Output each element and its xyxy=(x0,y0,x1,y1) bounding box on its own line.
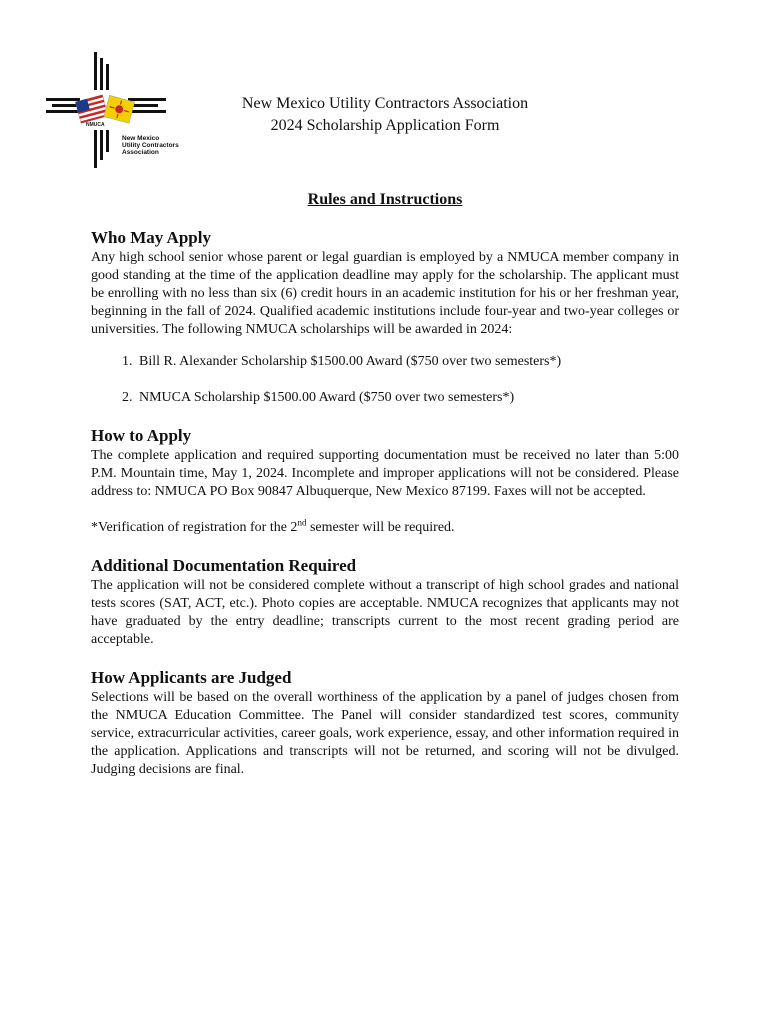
organization-name xyxy=(0,93,770,115)
note-prefix: *Verification of registration for the 2 xyxy=(91,520,298,535)
form-title-text: 2024 Scholarship Application Form xyxy=(270,117,500,134)
section-heading: Additional Documentation Required xyxy=(91,556,357,575)
section-heading: How to Apply xyxy=(91,426,192,445)
svg-text:Utility Contractors: Utility Contractors xyxy=(122,142,179,149)
form-title xyxy=(0,115,770,137)
verification-note xyxy=(91,519,679,537)
note-superscript: nd xyxy=(297,517,307,528)
section-how-to-apply xyxy=(91,425,679,537)
section-body: Any high school senior whose parent or legal guardian is employed by a NMUCA member company in good standing at the time of the application deadline may apply for the scholarship. The applicant must be enrolling with no less than six (6) credit hours in an academic institution for his or her freshman year, beginning in the fall of 2024. Qualified academic institutions include four-year and two-year colleges or universities. The following NMUCA scholarships will be awarded in 2024: xyxy=(91,250,679,337)
section-body: The complete application and required supporting documentation must be received no later than 5:00 P.M. Mountain time, May 1, 2024. Incomplete and improper applications will not be considered. Please address to: NMUCA PO Box 90847 Albuquerque, New Mexico 87199. Faxes will not be accepted. xyxy=(91,448,679,499)
awards-list xyxy=(91,353,679,407)
section-how-judged xyxy=(91,667,679,779)
award-item: 1. Bill R. Alexander Scholarship $1500.00 Award ($750 over two semesters*) xyxy=(136,353,679,371)
svg-text:Association: Association xyxy=(122,149,159,156)
note-suffix: semester will be required. xyxy=(306,520,455,535)
section-body: Selections will be based on the overall worthiness of the application by a panel of judges chosen from the NMUCA Education Committee. The Panel will consider standardized test scores, community service, extracurricular activities, career goals, work experience, essay, and other information required in the application. Applications and transcripts will not be returned, and scoring will not be divulged. Judging decisions are final. xyxy=(91,690,679,777)
section-heading: Who May Apply xyxy=(91,228,211,247)
svg-text:New Mexico: New Mexico xyxy=(122,135,160,142)
section-body: The application will not be considered complete without a transcript of high school grades and national tests scores (SAT, ACT, etc.). Photo copies are acceptable. NMUCA recognizes that applicants may not have graduated by the entry deadline; transcripts current to the most recent grading period are acceptable. xyxy=(91,578,679,647)
document-body xyxy=(91,227,679,779)
rules-title: Rules and Instructions xyxy=(307,191,463,208)
section-additional-documentation xyxy=(91,555,679,649)
award-item: 2. NMUCA Scholarship $1500.00 Award ($750 over two semesters*) xyxy=(136,389,679,407)
section-heading: How Applicants are Judged xyxy=(91,668,292,687)
section-who-may-apply xyxy=(91,227,679,407)
svg-text:NMUCA: NMUCA xyxy=(86,122,105,128)
organization-name-text: New Mexico Utility Contractors Association xyxy=(241,95,529,112)
